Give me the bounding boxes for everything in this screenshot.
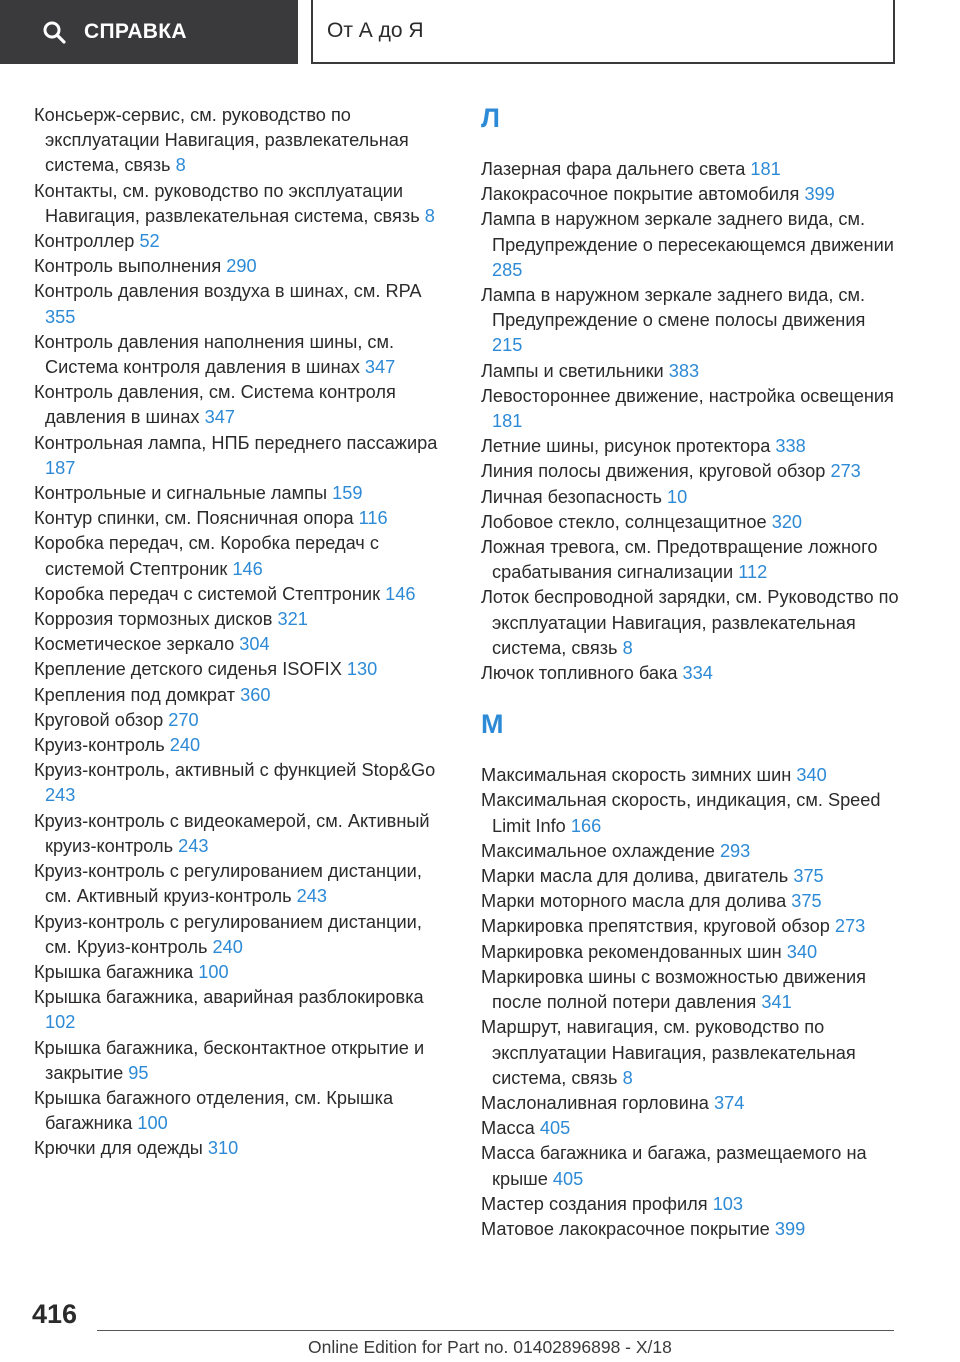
index-entry (481, 889, 899, 914)
page-link[interactable]: 103 (712, 1193, 744, 1214)
index-entry (34, 910, 448, 960)
index-entry (481, 535, 899, 585)
page-link[interactable]: 321 (277, 609, 308, 630)
page-link[interactable]: 347 (204, 407, 235, 428)
page-link[interactable]: 8 (175, 155, 186, 176)
index-entry (481, 965, 899, 1015)
index-entry (34, 1036, 448, 1086)
page-link[interactable]: 181 (492, 411, 523, 432)
entry-text: Летние шины, рисунок протектора (481, 436, 771, 457)
entry-text: Контрольные и сигнальные лампы (34, 483, 328, 504)
entry-text: Линия полосы движения, круговой обзор (481, 461, 826, 482)
page-link[interactable]: 285 (492, 259, 523, 280)
index-entry (481, 1015, 899, 1091)
entry-text: Лобовое стекло, солнцезащитное (481, 511, 767, 532)
index-entry (481, 485, 899, 510)
entry-text: Контроль давления наполнения шины, см. Система контроля давления в шинах (34, 331, 395, 378)
page-link[interactable]: 399 (804, 184, 835, 205)
page-link[interactable]: 8 (424, 205, 435, 226)
index-entry (481, 1192, 899, 1217)
page-link[interactable]: 383 (668, 360, 700, 381)
section-tab-help[interactable] (0, 0, 298, 64)
entry-text: Максимальное охлаждение (481, 840, 715, 861)
index-entry (481, 459, 899, 484)
entry-text: Масса (481, 1118, 535, 1139)
index-entry (34, 330, 448, 380)
page-link[interactable]: 360 (240, 684, 271, 705)
page-link[interactable]: 100 (137, 1113, 168, 1134)
page-link[interactable]: 334 (682, 663, 713, 684)
entry-text: Круговой обзор (34, 709, 164, 730)
index-entry (481, 1091, 899, 1116)
entry-text: Крышка багажного отделения, см. Крышка багажника (34, 1087, 394, 1134)
index-entry (34, 431, 448, 481)
page-link[interactable]: 243 (45, 785, 76, 806)
page-link[interactable]: 355 (45, 306, 76, 327)
entry-text: Крепления под домкрат (34, 684, 236, 705)
entry-text: Контроль давления воздуха в шинах, см. RPA (34, 281, 421, 302)
page-link[interactable]: 293 (719, 840, 751, 861)
index-entry (34, 506, 448, 531)
entry-text: Марки моторного масла для долива (481, 891, 787, 912)
index-entry (34, 985, 448, 1035)
entry-text: Лакокрасочное покрытие автомобиля (481, 184, 800, 205)
page-link[interactable]: 146 (232, 558, 263, 579)
index-entry (481, 788, 899, 838)
page-link[interactable]: 270 (168, 709, 199, 730)
index-entry (34, 960, 448, 985)
index-entry (481, 283, 899, 359)
entry-text: Масса багажника и багажа, размещаемого на крыше (481, 1143, 867, 1189)
page-link[interactable]: 52 (139, 231, 160, 252)
index-entry (34, 733, 448, 758)
index-entry (481, 763, 899, 788)
section-spacer (481, 686, 899, 709)
page-link[interactable]: 130 (346, 659, 378, 680)
entry-text: Лоток беспроводной зарядки, см. Руководство по эксплуатации Навигация, развлекательная система, связь (481, 587, 899, 658)
entry-text: Маршрут, навигация, см. руководство по эксплуатации Навигация, развлекательная система, связь (481, 1017, 856, 1088)
index-title: От А до Я (327, 19, 424, 42)
page-link[interactable]: 290 (226, 256, 257, 277)
entry-text: Маркировка препятствия, круговой обзор (481, 916, 830, 937)
index-entry (34, 1136, 448, 1161)
entry-text: Коробка передач, см. Коробка передач с системой Стептроник (34, 533, 379, 579)
entry-text: Левостороннее движение, настройка освещения (481, 385, 894, 406)
index-entry (481, 1141, 899, 1191)
page-link[interactable]: 273 (834, 916, 866, 937)
index-entry (34, 683, 448, 708)
index-entry (481, 839, 899, 864)
page-link[interactable]: 375 (793, 866, 824, 887)
page-link[interactable]: 320 (771, 511, 803, 532)
section-letter-m: М (481, 709, 504, 740)
index-entry (34, 103, 448, 179)
entry-text: Контроллер (34, 231, 135, 252)
page-link[interactable]: 340 (786, 941, 818, 962)
entry-text: Круиз-контроль (34, 735, 165, 756)
entry-text: Коррозия тормозных дисков (34, 609, 273, 630)
entry-text: Ложная тревога, см. Предотвращение ложного срабатывания сигнализации (481, 537, 878, 583)
page-link[interactable]: 273 (830, 461, 861, 482)
page-link[interactable]: 112 (738, 562, 768, 583)
footer-divider (97, 1330, 894, 1331)
entry-text: Лазерная фара дальнего света (481, 159, 746, 179)
page-link[interactable]: 166 (570, 815, 602, 836)
section-letter-l: Л (481, 103, 500, 133)
entry-text: Круиз-контроль с регулированием дистанции, см. Круиз-контроль (34, 911, 422, 957)
index-column-right (481, 103, 899, 1242)
index-entry (481, 384, 899, 434)
footer-edition: Online Edition for Part no. 01402896898 - X/18 (308, 1337, 672, 1357)
page-link[interactable]: 243 (296, 886, 327, 907)
search-icon (42, 20, 66, 44)
page-link[interactable]: 405 (552, 1168, 584, 1189)
index-entry (481, 1116, 899, 1141)
entry-text: Контроль давления, см. Система контроля давления в шинах (34, 382, 396, 428)
index-entry (34, 657, 448, 682)
page-link[interactable]: 347 (364, 357, 396, 378)
page-link[interactable]: 341 (761, 992, 792, 1013)
index-entry (481, 914, 899, 939)
index-entry (34, 254, 448, 279)
page-link[interactable]: 215 (492, 335, 523, 356)
page-link[interactable]: 10 (667, 486, 688, 507)
index-entry (34, 279, 448, 329)
index-entry (481, 182, 899, 207)
index-entry (34, 607, 448, 632)
entry-text: Лампы и светильники (481, 360, 664, 381)
entry-text: Крышка багажника (34, 961, 194, 982)
page-link[interactable]: 181 (750, 159, 781, 179)
index-entry (481, 661, 899, 686)
index-entry (481, 864, 899, 889)
page-link[interactable]: 187 (45, 457, 76, 478)
page-link[interactable]: 399 (774, 1218, 806, 1239)
page-link[interactable]: 405 (539, 1118, 571, 1139)
page-link[interactable]: 95 (128, 1062, 149, 1083)
entry-text: Маркировка шины с возможностью движения после полной потери давления (481, 966, 866, 1013)
entry-text: Круиз-контроль, активный с функцией Stop&Go (34, 760, 436, 781)
page-number: 416 (32, 1299, 78, 1329)
section-label: СПРАВКА (84, 20, 187, 43)
index-entry (34, 809, 448, 859)
page-link[interactable]: 146 (385, 583, 416, 604)
page-link[interactable]: 310 (207, 1138, 239, 1159)
index-entry (34, 758, 448, 808)
entry-text: Контур спинки, см. Поясничная опора (34, 508, 354, 529)
entry-text: Максимальная скорость, индикация, см. Speed Limit Info (481, 790, 881, 836)
index-title-tab[interactable] (311, 0, 895, 64)
index-entry (34, 708, 448, 733)
entry-text: Лючок топливного бака (481, 663, 678, 684)
entry-text: Марки масла для долива, двигатель (481, 866, 789, 887)
page-link[interactable]: 340 (796, 765, 827, 786)
page-link[interactable]: 338 (775, 436, 806, 457)
entry-text: Лампа в наружном зеркале заднего вида, см. Предупреждение о смене полосы движения (481, 285, 866, 331)
page-link[interactable]: 375 (791, 891, 822, 912)
index-entry (34, 179, 448, 229)
page-link[interactable]: 374 (713, 1092, 745, 1113)
index-entry (34, 632, 448, 657)
page-link[interactable]: 8 (622, 637, 633, 658)
entry-text: Крепление детского сиденья ISOFIX (34, 659, 342, 680)
index-entry (34, 582, 448, 607)
entry-text: Маркировка рекомендованных шин (481, 941, 782, 962)
entry-text: Контакты, см. руководство по эксплуатации Навигация, развлекательная система, связь (34, 180, 420, 226)
entry-text: Крышка багажника, аварийная разблокировка (34, 987, 424, 1008)
page-link[interactable]: 304 (239, 634, 270, 655)
page-link[interactable]: 243 (178, 835, 209, 856)
page-link[interactable]: 8 (622, 1067, 633, 1088)
index-entry (34, 1086, 448, 1136)
entry-text: Крючки для одежды (34, 1138, 203, 1159)
page-link[interactable]: 102 (45, 1012, 76, 1033)
entry-text: Косметическое зеркало (34, 634, 235, 655)
index-entry (481, 434, 899, 459)
entry-text: Мастер создания профиля (481, 1193, 708, 1214)
page-link[interactable]: 240 (169, 735, 201, 756)
entry-text: Лампа в наружном зеркале заднего вида, см. Предупреждение о пересекающемся движении (481, 209, 894, 255)
index-entry (481, 157, 899, 182)
index-entry (481, 1217, 899, 1242)
index-entry (481, 359, 899, 384)
page-link[interactable]: 159 (332, 483, 363, 504)
index-entry (34, 380, 448, 430)
index-entry (34, 859, 448, 909)
entry-text: Маслоналивная горловина (481, 1092, 709, 1113)
entry-text: Контроль выполнения (34, 256, 222, 277)
index-entry (34, 531, 448, 581)
index-entry (481, 510, 899, 535)
index-entry (481, 585, 899, 661)
index-entry (34, 229, 448, 254)
index-column-left (34, 103, 448, 1162)
entry-text: Круиз-контроль с видеокамерой, см. Активный круиз-контроль (34, 810, 430, 856)
index-entry (481, 207, 899, 283)
page-link[interactable]: 100 (198, 961, 229, 982)
entry-text: Матовое лакокрасочное покрытие (481, 1218, 770, 1239)
page-link[interactable]: 240 (212, 936, 243, 957)
entry-text: Максимальная скорость зимних шин (481, 765, 792, 786)
entry-text: Личная безопасность (481, 486, 662, 507)
entry-text: Круиз-контроль с регулированием дистанции, см. Активный круиз-контроль (34, 861, 422, 907)
index-entry (34, 481, 448, 506)
entry-text: Коробка передач с системой Стептроник (34, 583, 381, 604)
entry-text: Крышка багажника, бесконтактное открытие и закрытие (34, 1037, 425, 1083)
entry-text: Контрольная лампа, НПБ переднего пассажира (34, 432, 438, 453)
index-entry (481, 940, 899, 965)
entry-text: Консьерж-сервис, см. руководство по эксплуатации Навигация, развлекательная система, связь (34, 105, 409, 176)
page-link[interactable]: 116 (358, 508, 388, 529)
